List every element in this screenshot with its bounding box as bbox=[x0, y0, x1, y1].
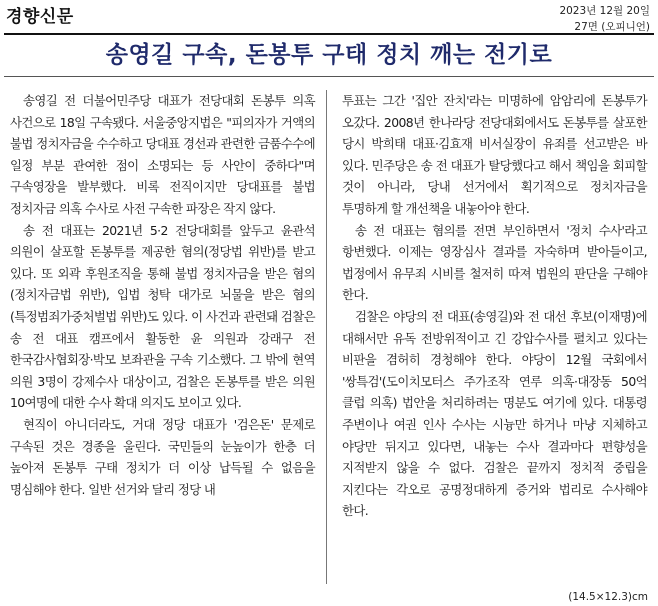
article-column-right bbox=[342, 90, 647, 522]
clipping-size: (14.5×12.3)cm bbox=[568, 591, 648, 603]
article-headline: 송영길 구속, 돈봉투 구태 정치 깨는 전기로 bbox=[105, 42, 553, 68]
masthead-rule bbox=[4, 33, 654, 35]
page-section: 27면 (오피니언) bbox=[574, 21, 650, 33]
paragraph: 송영길 전 더불어민주당 대표가 전당대회 돈봉투 의혹 사건으로 18일 구속됐다. 서울중앙지법은 "피의자가 거액의 불법 정치자금을 수수하고 당대표 경선과 관련한 금품수수에 일정 부분 관여한 점이 소명되는 등 사안이 중하다"며 구속영장을 발부했다. 비록 전직이지만 당대표를 불법 정치자금 의혹 수사로 사전 구속한 파장은 작지 않다. bbox=[10, 93, 315, 216]
paragraph: 현직이 아니더라도, 거대 정당 대표가 '검은돈' 문제로 구속된 것은 경종을 울린다. 국민들의 눈높이가 한층 더 높아져 돈봉투 구태 정치가 더 이상 납득될 수 없음을 명심해야 한다. 일반 선거와 달리 정당 내 bbox=[10, 416, 315, 497]
headline-rule bbox=[4, 76, 654, 77]
paragraph: 송 전 대표는 2021년 5·2 전당대회를 앞두고 윤관석 의원이 살포할 돈봉투를 제공한 혐의(정당법 위반)를 받고 있다. 또 외곽 후원조직을 통해 불법 정치자금을 받은 혐의(정치자금법 위반), 입법 청탁 대가로 뇌물을 받은 혐의(특정범죄가중처벌법 위반)도 있다. 이 사건과 관련돼 검찰은 송 전 대표 캠프에서 활동한 윤 의원과 강래구 전 한국감사협회장·박모 보좌관을 구속 기소했다. 그 밖에 현역 의원 3명이 강제수사 대상이고, 검찰은 돈봉투를 받은 의원 10여명에 대한 수사 확대 의지도 보이고 있다. bbox=[10, 222, 315, 411]
paragraph: 검찰은 야당의 전 대표(송영길)와 전 대선 후보(이재명)에 대해서만 유독 전방위적이고 긴 강압수사를 펼치고 있다는 비판을 겸허히 경청해야 한다. 야당이 12월 국회에서 '쌍특검'(도이치모터스 주가조작 연루 의혹·대장동 50억 클럽 의혹) 법안을 처리하려는 명분도 여기에 있다. 대통령 주변이나 여권 인사 수사는 시늉만 하거나 마냥 지체하고 야당만 뒤지고 있다면, 내놓는 수사 결과마다 편향성을 지적받지 않을 수 없다. 검찰은 끝까지 정치적 중립을 지킨다는 각오로 공명정대하게 증거와 법리로 수사해야 한다. bbox=[342, 308, 647, 519]
newspaper-masthead: 경향신문 bbox=[6, 7, 74, 27]
article-column-left bbox=[10, 90, 315, 500]
paragraph: 투표는 그간 '집안 잔치'라는 미명하에 암암리에 돈봉투가 오갔다. 2008년 한나라당 전당대회에서도 돈봉투를 살포한 당시 박희태 대표·김효재 비서실장이 유죄를 선고받은 바 있다. 민주당은 송 전 대표가 탈당했다고 해서 책임을 회피할 것이 아니라, 당내 선거에서 획기적으로 정치자금을 투명하게 할 개선책을 내놓아야 한다. bbox=[342, 93, 647, 216]
column-divider bbox=[326, 90, 327, 584]
publication-date: 2023년 12월 20일 bbox=[559, 5, 650, 17]
paragraph: 송 전 대표는 혐의를 전면 부인하면서 '정치 수사'라고 항변했다. 이제는 영장심사 결과를 자숙하며 받아들이고, 법정에서 유무죄 시비를 철저히 따져 법원의 판단을 구해야 한다. bbox=[342, 222, 647, 303]
